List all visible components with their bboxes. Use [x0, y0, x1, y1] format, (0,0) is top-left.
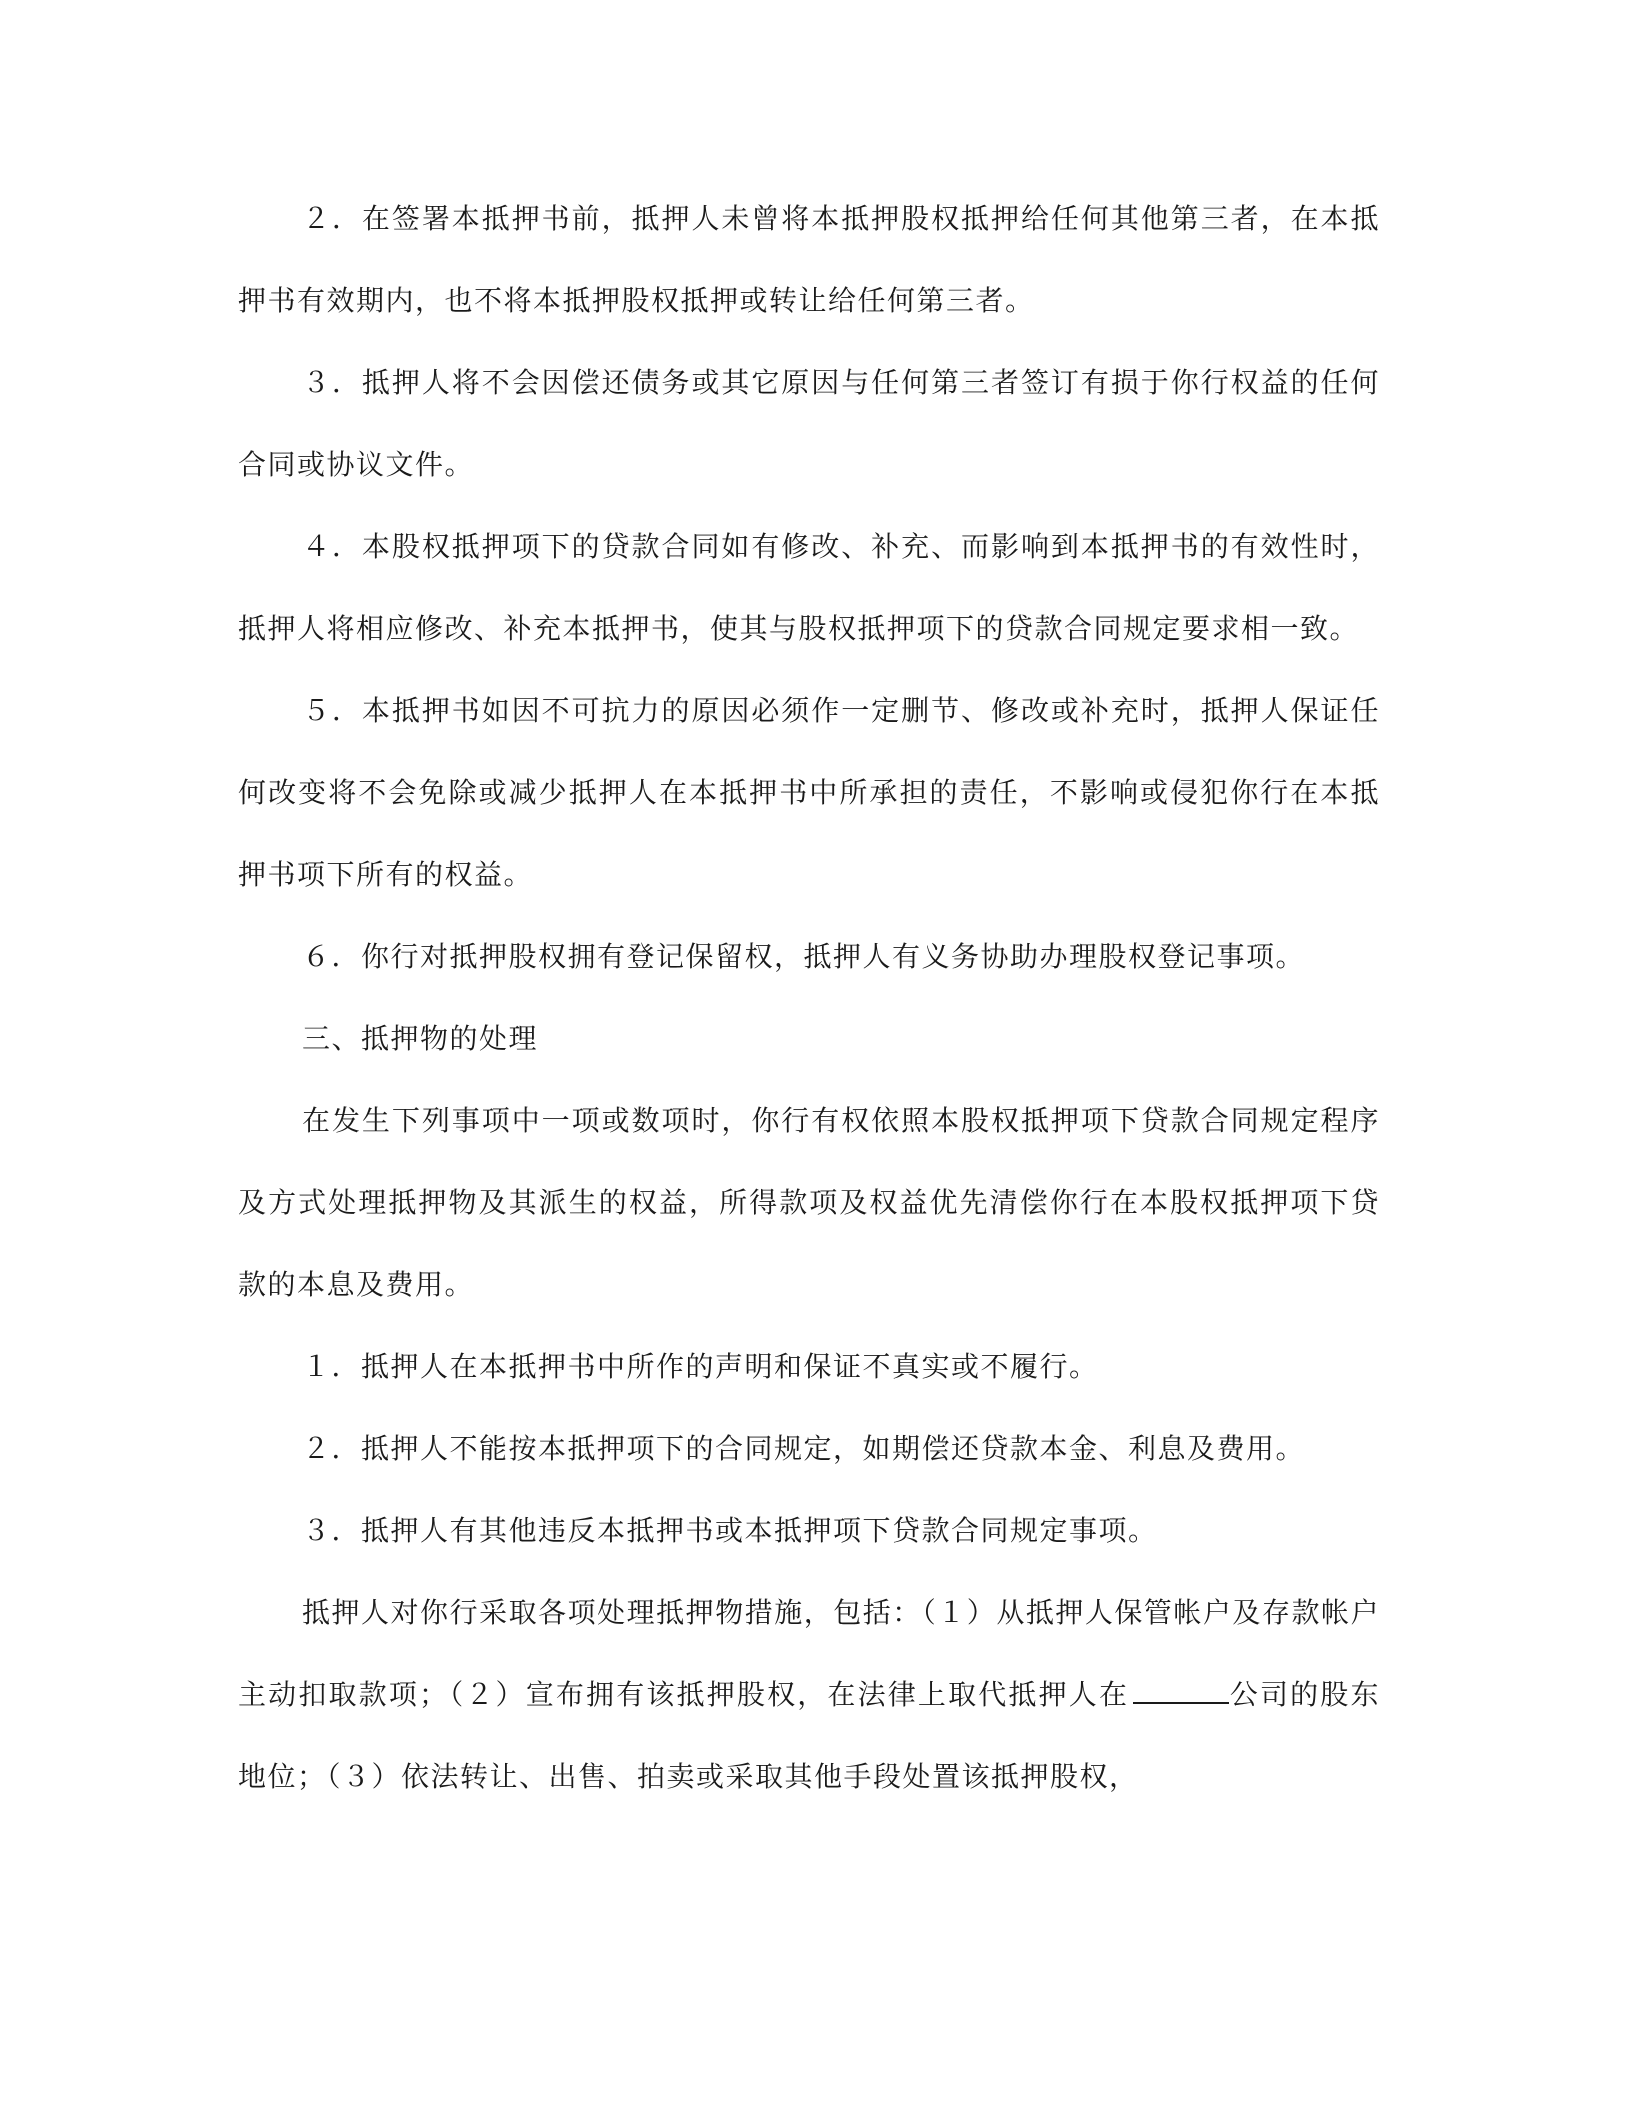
clause-paragraph-2: ２．在签署本抵押书前，抵押人未曾将本抵押股权抵押给任何其他第三者，在本抵押书有效期内，也不将本抵押股权抵押或转让给任何第三者。 [238, 202, 1380, 317]
clause-paragraph-3: ３．抵押人将不会因偿还债务或其它原因与任何第三者签订有损于你行权益的任何合同或协议文件。 [238, 366, 1380, 481]
section-heading: 三、抵押物的处理 [302, 1022, 539, 1055]
clause-paragraph-5: ５．本抵押书如因不可抗力的原因必须作一定删节、修改或补充时，抵押人保证任何改变将不会免除或减少抵押人在本抵押书中所承担的责任，不影响或侵犯你行在本抵押书项下所有的权益。 [238, 694, 1380, 891]
company-name-blank-line [1133, 1678, 1229, 1704]
condition-paragraph-1: １．抵押人在本抵押书中所作的声明和保证不真实或不履行。 [302, 1350, 1099, 1383]
condition-paragraph-2: ２．抵押人不能按本抵押项下的合同规定，如期偿还贷款本金、利息及费用。 [302, 1432, 1306, 1465]
measures-paragraph [238, 1572, 1380, 1818]
document-body [238, 178, 1380, 1818]
condition-paragraph-3: ３．抵押人有其他违反本抵押书或本抵押项下贷款合同规定事项。 [302, 1514, 1158, 1547]
section-intro-paragraph: 在发生下列事项中一项或数项时，你行有权依照本股权抵押项下贷款合同规定程序及方式处理抵押物及其派生的权益，所得款项及权益优先清偿你行在本股权抵押项下贷款的本息及费用。 [238, 1104, 1380, 1301]
measures-text-before-blank: 抵押人对你行采取各项处理抵押物措施，包括：（１）从抵押人保管帐户及存款帐户主动扣取款项；（２）宣布拥有该抵押股权，在法律上取代抵押人在 [238, 1596, 1380, 1711]
clause-paragraph-6: ６．你行对抵押股权拥有登记保留权，抵押人有义务协助办理股权登记事项。 [302, 940, 1306, 973]
measures-text-after-blank: 公司的股东地位；（３）依法转让、出售、拍卖或采取其他手段处置该抵押股权， [238, 1678, 1380, 1793]
clause-paragraph-4: ４．本股权抵押项下的贷款合同如有修改、补充、而影响到本抵押书的有效性时，抵押人将相应修改、补充本抵押书，使其与股权抵押项下的贷款合同规定要求相一致。 [238, 530, 1380, 645]
